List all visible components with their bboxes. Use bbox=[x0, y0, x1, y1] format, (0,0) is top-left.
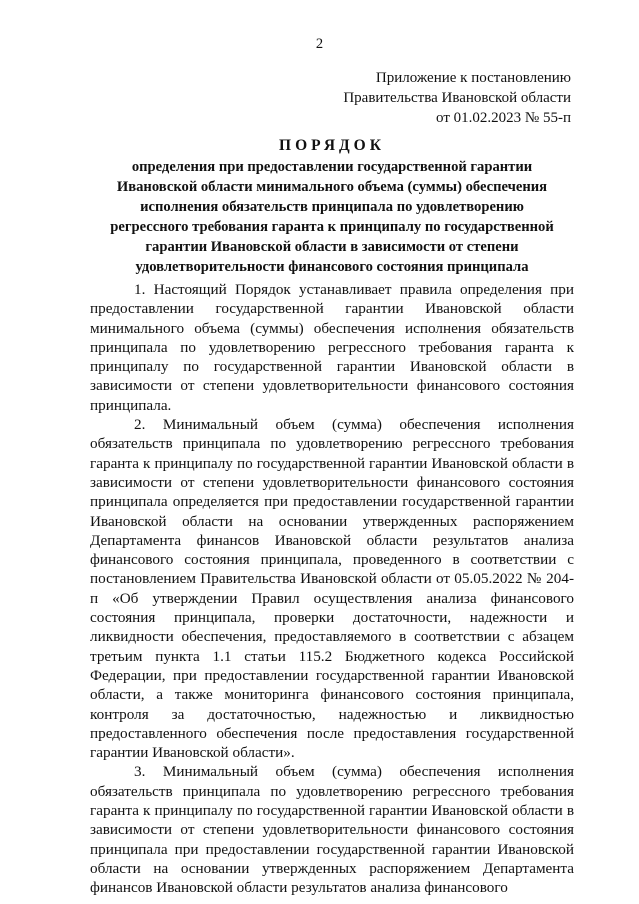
subtitle-line: Ивановской области минимального объема (суммы) обеспечения bbox=[116, 179, 548, 195]
appendix-line: от 01.02.2023 № 55-п bbox=[436, 110, 571, 126]
document-body bbox=[90, 280, 574, 898]
subtitle-line: гарантии Ивановской области в зависимости от степени bbox=[145, 239, 519, 255]
subtitle-line: удовлетворительности финансового состояния принципала bbox=[135, 259, 529, 275]
appendix-line: Правительства Ивановской области bbox=[343, 90, 571, 106]
paragraph-1: 1. Настоящий Порядок устанавливает правила определения при предоставлении государственной гарантии Ивановской области минимального объема (суммы) обеспечения исполнения обязательств принципала по удовлетворению регрессного требования гаранта к принципалу по государственной гарантии Ивановской области в зависимости от степени удовлетворительности финансового состояния принципала. bbox=[90, 281, 574, 414]
paragraph-3: 3. Минимальный объем (сумма) обеспечения исполнения обязательств принципала по удовлетворению регрессного требования гаранта к принципалу по государственной гарантии Ивановской области в зависимости от степени удовлетворительности финансового состояния принципала при предоставлении государственной гарантии Ивановской области на основании утвержденных распоряжением Департамента финансов Ивановской области результатов анализа финансового bbox=[90, 763, 574, 897]
document-title: ПОРЯДОК bbox=[279, 137, 385, 154]
paragraph-2: 2. Минимальный объем (сумма) обеспечения исполнения обязательств принципала по удовлетворению регрессного требования гаранта к принципалу по государственной гарантии Ивановской области в зависимости от степени удовлетворительности финансового состояния принципала определяется при предоставлении государственной гарантии Ивановской области на основании утвержденных распоряжением Департамента финансов Ивановской области результатов анализа финансового состояния принципала, проведенного в соответствии с постановлением Правительства Ивановской области от 05.05.2022 № 204-п «Об утверждении Правил осуществления анализа финансового состояния принципала, проверки достаточности, надежности и ликвидности обеспечения, предоставляемого в соответствии с абзацем третьим пункта 1.1 статьи 115.2 Бюджетного кодекса Российской Федерации, при предоставлении государственной гарантии Ивановской области, а также мониторинга финансового состояния принципала, контроля за достаточностью, надежностью и ликвидностью предоставленного обеспечения после предоставления государственной гарантии Ивановской области». bbox=[90, 416, 574, 762]
document-subtitle bbox=[90, 157, 574, 277]
subtitle-line: регрессного требования гаранта к принципалу по государственной bbox=[110, 219, 554, 235]
appendix-line: Приложение к постановлению bbox=[375, 70, 571, 86]
appendix-note bbox=[251, 68, 571, 128]
subtitle-line: исполнения обязательств принципала по удовлетворению bbox=[140, 199, 524, 215]
page-number: 2 bbox=[315, 36, 324, 52]
subtitle-line: определения при предоставлении государственной гарантии bbox=[131, 159, 533, 175]
